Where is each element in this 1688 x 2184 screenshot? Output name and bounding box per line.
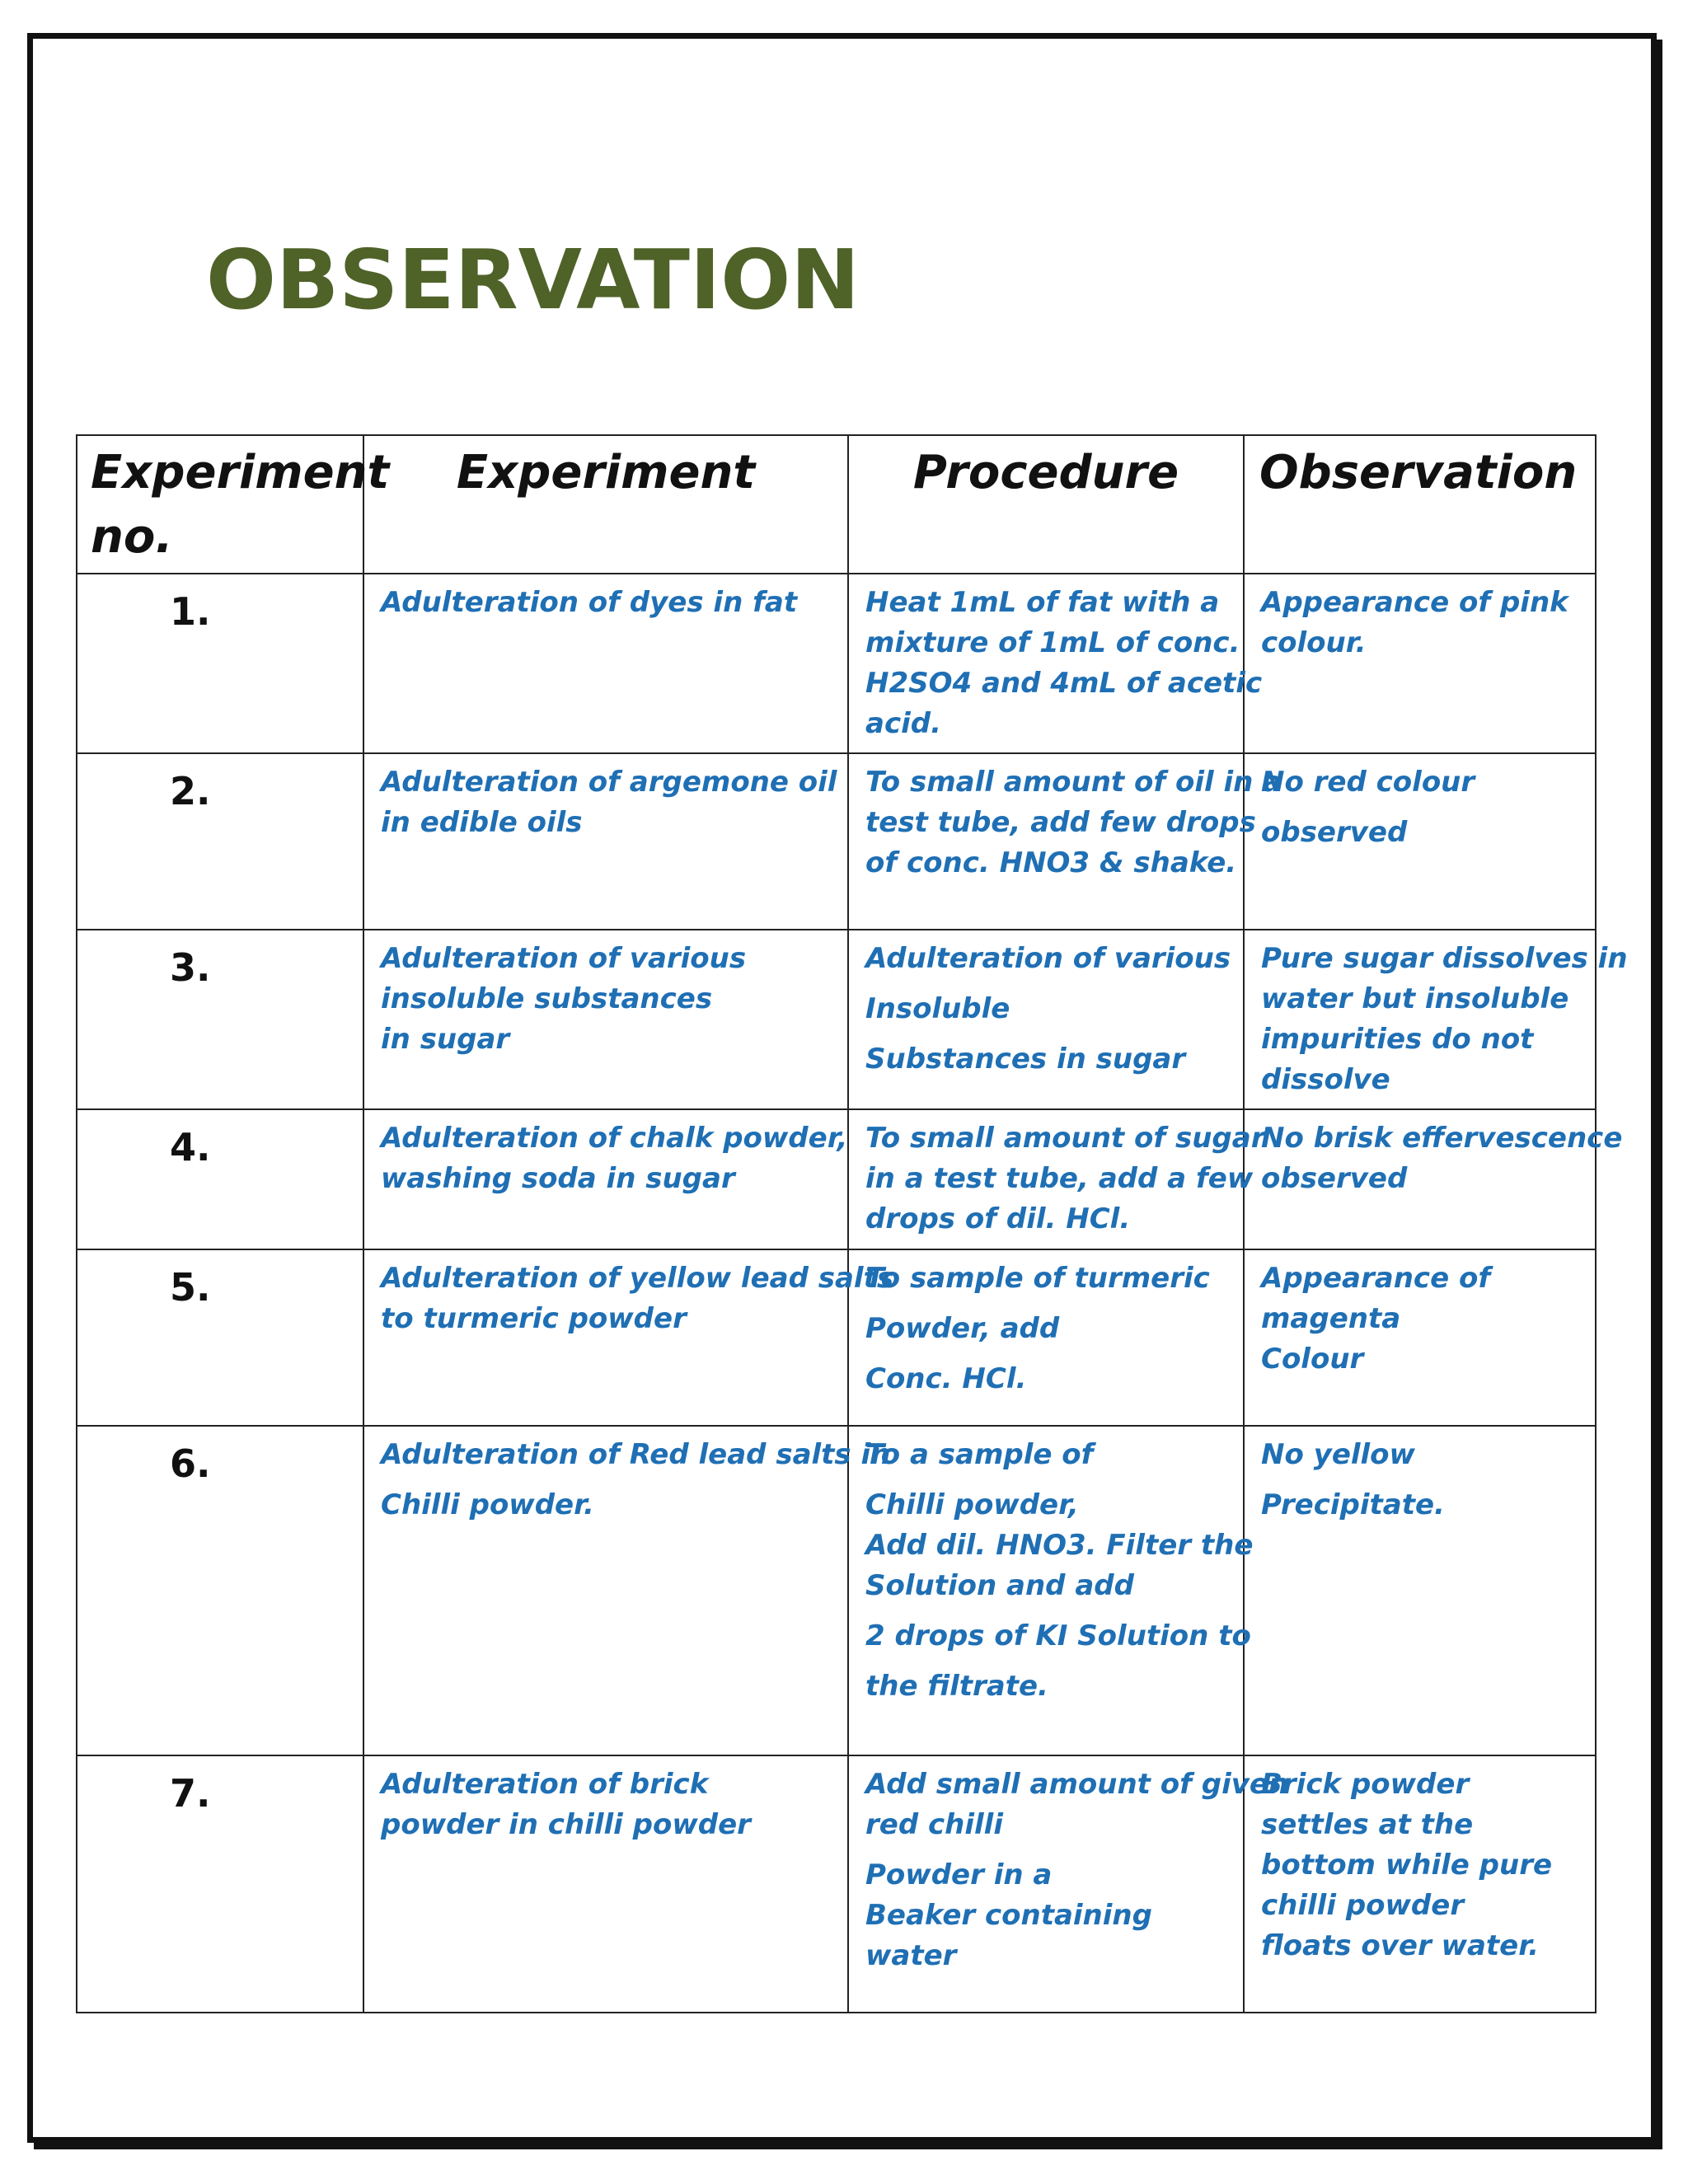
experiment-cell (363, 1426, 891, 1755)
procedure-cell (848, 1249, 1244, 1426)
observation-line: Appearance of (1261, 1262, 1491, 1295)
experiment-number: 4. (77, 1109, 363, 1249)
procedure-line: Powder in a (865, 1858, 1053, 1891)
header-row (77, 435, 1596, 574)
experiment-number: 6. (77, 1426, 363, 1755)
experiment-number: 5. (77, 1249, 363, 1426)
procedure-line: Substances in sugar (865, 1043, 1186, 1076)
observation-line: No yellow (1261, 1438, 1415, 1471)
experiment-line: powder in chilli powder (381, 1808, 751, 1841)
observation-line: dissolve (1261, 1063, 1390, 1096)
observation-line: bottom while pure (1261, 1849, 1553, 1882)
experiment-number: 7. (77, 1755, 363, 2013)
procedure-line: Powder, add (865, 1312, 1060, 1345)
experiment-cell (363, 1755, 848, 2013)
experiment-line: Adulteration of brick (381, 1768, 709, 1801)
table-row (77, 574, 1596, 753)
table-row (77, 1755, 1596, 2013)
procedure-line: Chilli powder, (865, 1488, 1079, 1521)
observation-line: Colour (1261, 1343, 1364, 1376)
header-experiment-no-line1: Experiment (91, 446, 390, 499)
procedure-cell (848, 574, 1263, 753)
page-title: OBSERVATION (206, 232, 860, 328)
experiment-line: Adulteration of Red lead salts in (381, 1438, 891, 1471)
experiment-cell (363, 1109, 848, 1249)
observation-line: No brisk effervescence (1261, 1122, 1623, 1155)
observation-line: Appearance of pink (1261, 586, 1568, 619)
procedure-line: To a sample of (865, 1438, 1094, 1471)
procedure-line: water (865, 1939, 957, 1972)
experiment-number: 2. (77, 753, 363, 930)
observation-line: chilli powder (1261, 1889, 1465, 1922)
observation-line: floats over water. (1261, 1929, 1540, 1962)
observation-cell (1244, 930, 1628, 1109)
procedure-line: To small amount of sugar (865, 1122, 1265, 1155)
experiment-number: 1. (77, 574, 363, 753)
observation-line: settles at the (1261, 1808, 1474, 1841)
experiment-line: Adulteration of argemone oil (381, 766, 837, 799)
page-border-shadow (1657, 40, 1662, 2149)
observation-line: observed (1261, 816, 1408, 849)
procedure-line: Adulteration of various (865, 942, 1231, 975)
procedure-line: H2SO4 and 4mL of acetic (865, 667, 1263, 700)
experiment-line: Adulteration of yellow lead salts (381, 1262, 894, 1295)
procedure-line: Beaker containing (865, 1899, 1152, 1932)
header-experiment: Experiment (363, 435, 848, 574)
observation-cell (1244, 1109, 1623, 1249)
procedure-line: red chilli (865, 1808, 1003, 1841)
observation-line: Brick powder (1261, 1768, 1470, 1801)
procedure-line: acid. (865, 707, 942, 740)
procedure-line: Insoluble (865, 992, 1010, 1025)
procedure-cell (848, 1755, 1289, 2013)
table-row (77, 1109, 1596, 1249)
procedure-line: Solution and add (865, 1569, 1134, 1602)
table-row (77, 1426, 1596, 1755)
experiment-line: insoluble substances (381, 982, 713, 1015)
procedure-line: Heat 1mL of fat with a (865, 586, 1220, 619)
experiment-line: in edible oils (381, 806, 583, 839)
header-experiment-no-line2: no. (91, 510, 173, 565)
header-procedure: Procedure (848, 435, 1244, 574)
observation-cell (1244, 1755, 1596, 2013)
experiment-cell (363, 574, 848, 753)
experiment-line: washing soda in sugar (381, 1162, 735, 1195)
observation-cell (1244, 574, 1596, 753)
table-row (77, 1249, 1596, 1426)
procedure-cell (848, 930, 1244, 1109)
experiment-line: Chilli powder. (381, 1488, 594, 1521)
table-row (77, 753, 1596, 930)
procedure-line: 2 drops of KI Solution to (865, 1619, 1251, 1652)
observation-line: colour. (1261, 626, 1367, 659)
observation-table (76, 434, 1628, 2013)
table-row (77, 930, 1596, 1109)
experiment-cell (363, 753, 848, 930)
procedure-line: Add dil. HNO3. Filter the (865, 1529, 1254, 1562)
header-experiment-no (77, 435, 390, 574)
observation-line: Pure sugar dissolves in (1261, 942, 1628, 975)
observation-line: magenta (1261, 1302, 1401, 1335)
observation-cell (1244, 1426, 1596, 1755)
procedure-line: test tube, add few drops (865, 806, 1256, 839)
observation-line: No red colour (1261, 766, 1475, 799)
observation-cell (1244, 753, 1596, 930)
experiment-number: 3. (77, 930, 363, 1109)
procedure-line: of conc. HNO3 & shake. (865, 846, 1237, 879)
observation-line: Precipitate. (1261, 1488, 1445, 1521)
header-observation: Observation (1244, 435, 1596, 574)
page-border-shadow (34, 2143, 1662, 2149)
experiment-line: Adulteration of various (381, 942, 747, 975)
procedure-line: Conc. HCl. (865, 1362, 1027, 1395)
procedure-cell (848, 1426, 1254, 1755)
observation-line: water but insoluble (1261, 982, 1569, 1015)
procedure-line: To sample of turmeric (865, 1262, 1210, 1295)
procedure-line: the filtrate. (865, 1670, 1048, 1703)
procedure-line: in a test tube, add a few (865, 1162, 1254, 1195)
observation-line: observed (1261, 1162, 1408, 1195)
experiment-line: in sugar (381, 1023, 510, 1056)
observation-line: impurities do not (1261, 1023, 1534, 1056)
procedure-line: Add small amount of given (865, 1768, 1289, 1801)
procedure-cell (848, 753, 1282, 930)
experiment-line: Adulteration of chalk powder, (381, 1122, 848, 1155)
experiment-line: to turmeric powder (381, 1302, 687, 1335)
experiment-cell (363, 1249, 894, 1426)
procedure-line: To small amount of oil in a (865, 766, 1282, 799)
procedure-line: mixture of 1mL of conc. (865, 626, 1240, 659)
experiment-line: Adulteration of dyes in fat (381, 586, 798, 619)
procedure-cell (848, 1109, 1265, 1249)
procedure-line: drops of dil. HCl. (865, 1202, 1131, 1235)
observation-cell (1244, 1249, 1596, 1426)
experiment-cell (363, 930, 848, 1109)
